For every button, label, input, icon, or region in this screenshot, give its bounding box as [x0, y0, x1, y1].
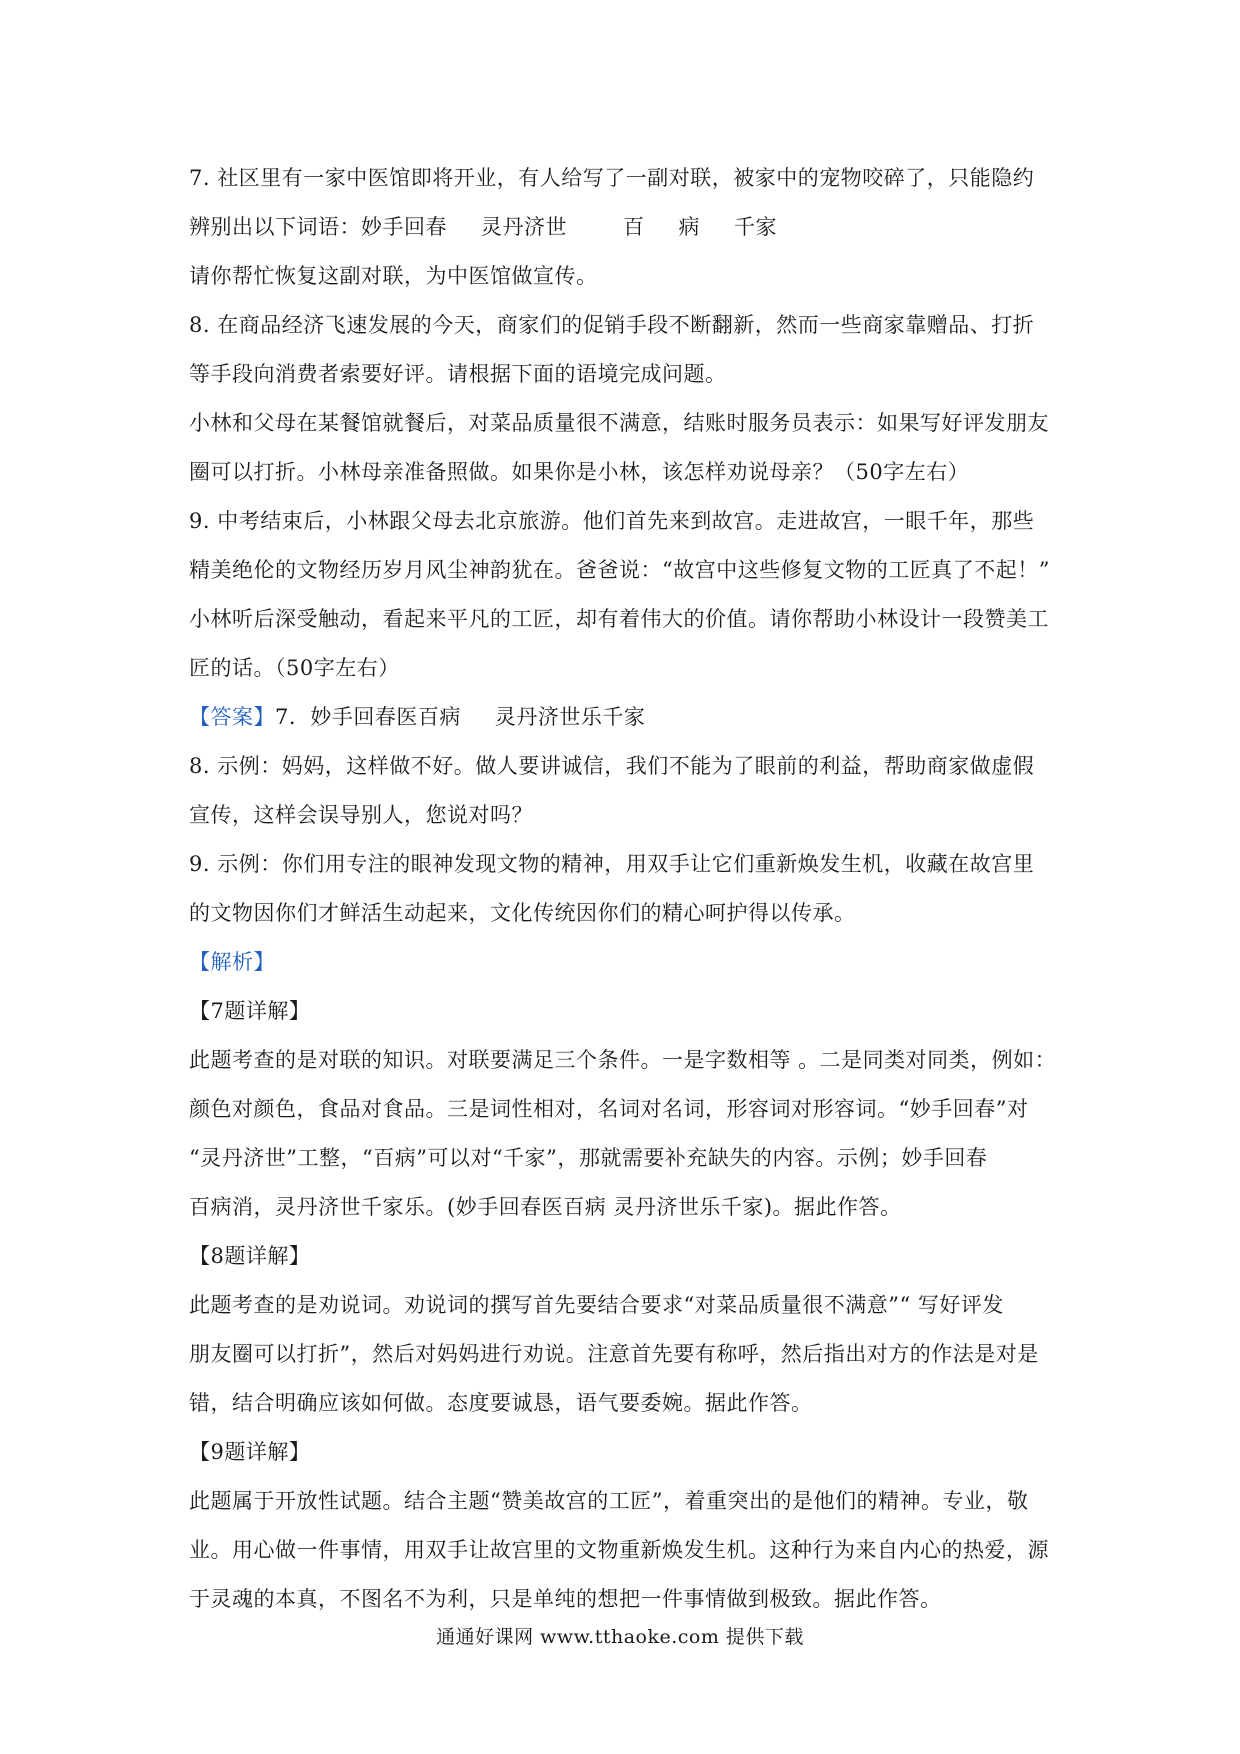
answer-8-line-2: 宣传，这样会误导别人，您说对吗？	[189, 803, 533, 827]
answer-7-number: 7.	[275, 705, 297, 729]
detail-8-line-1: 此题考查的是劝说词。劝说词的撰写首先要结合要求“对菜品质量很不满意”“ 写好评发	[189, 1293, 1004, 1317]
q7-word-1: 妙手回春	[361, 215, 447, 239]
detail-7-line-3: “灵丹济世”工整，“百病”可以对“千家”，那就需要补充缺失的内容。示例；妙手回春	[189, 1146, 988, 1170]
q9-line-1: 9. 中考结束后，小林跟父母去北京旅游。他们首先来到故宫。走进故宫，一眼千年，那些	[189, 509, 1035, 533]
detail-7-title: 【7题详解】	[189, 999, 311, 1023]
answer-7-couplet-first: 妙手回春医百病	[310, 705, 461, 729]
answer-tag: 【答案】	[189, 705, 275, 729]
q7-line-1: 7. 社区里有一家中医馆即将开业，有人给写了一副对联，被家中的宠物咬碎了，只能隐约	[189, 166, 1035, 190]
q9-line-4: 匠的话。（50字左右）	[189, 656, 400, 680]
answer-8-line-1: 8. 示例：妈妈，这样做不好。做人要讲诚信，我们不能为了眼前的利益，帮助商家做虚假	[189, 754, 1035, 778]
answer-9-line-1: 9. 示例：你们用专注的眼神发现文物的精神，用双手让它们重新焕发生机，收藏在故宫里	[189, 852, 1035, 876]
q7-line-3: 请你帮忙恢复这副对联，为中医馆做宣传。	[189, 264, 598, 288]
answer-7-couplet-second: 灵丹济世乐千家	[494, 705, 646, 729]
detail-7-line-2: 颜色对颜色，食品对食品。三是词性相对，名词对名词，形容词对形容词。“妙手回春”对	[189, 1097, 1029, 1121]
q8-line-3: 小林和父母在某餐馆就餐后，对菜品质量很不满意，结账时服务员表示：如果写好评发朋友	[189, 411, 1049, 435]
detail-9-title: 【9题详解】	[189, 1440, 311, 1464]
q9-line-2: 精美绝伦的文物经历岁月风尘神韵犹在。爸爸说：“故宫中这些修复文物的工匠真了不起！”	[189, 558, 1050, 582]
page-footer: 通通好课网 www.tthaoke.com 提供下载	[436, 1626, 804, 1648]
detail-8-line-2: 朋友圈可以打折”，然后对妈妈进行劝说。注意首先要有称呼，然后指出对方的作法是对是	[189, 1342, 1039, 1366]
detail-7-line-4: 百病消，灵丹济世千家乐。(妙手回春医百病 灵丹济世乐千家)。据此作答。	[189, 1195, 902, 1219]
detail-8-line-3: 错，结合明确应该如何做。态度要诚恳，语气要委婉。据此作答。	[189, 1391, 813, 1415]
q7-word-5: 千家	[734, 215, 777, 239]
detail-9-line-2: 业。用心做一件事情，用双手让故宫里的文物重新焕发生机。这种行为来自内心的热爱，源	[189, 1538, 1049, 1562]
q9-line-3: 小林听后深受触动，看起来平凡的工匠，却有着伟大的价值。请你帮助小林设计一段赞美工	[189, 607, 1049, 631]
q8-line-1: 8. 在商品经济飞速发展的今天，商家们的促销手段不断翻新，然而一些商家靠赠品、打折	[189, 313, 1035, 337]
document-body	[189, 154, 1059, 1624]
q7-word-4: 病	[678, 215, 700, 239]
q7-words-prefix: 辨别出以下词语：	[189, 215, 361, 239]
q7-line-2	[189, 203, 1059, 252]
answer-7-line	[189, 693, 1059, 742]
q8-line-4: 圈可以打折。小林母亲准备照做。如果你是小林，该怎样劝说母亲？（50字左右）	[189, 460, 970, 484]
detail-9-line-1: 此题属于开放性试题。结合主题“赞美故宫的工匠”，着重突出的是他们的精神。专业，敬	[189, 1489, 1029, 1513]
detail-8-title: 【8题详解】	[189, 1244, 311, 1268]
detail-7-line-1: 此题考查的是对联的知识。对联要满足三个条件。一是字数相等 。二是同类对同类，例如：	[189, 1048, 1057, 1072]
q7-word-3: 百	[623, 215, 645, 239]
q7-word-2: 灵丹济世	[481, 215, 567, 239]
answer-9-line-2: 的文物因你们才鲜活生动起来，文化传统因你们的精心呵护得以传承。	[189, 901, 856, 925]
q8-line-2: 等手段向消费者索要好评。请根据下面的语境完成问题。	[189, 362, 727, 386]
detail-9-line-3: 于灵魂的本真，不图名不为利，只是单纯的想把一件事情做到极致。据此作答。	[189, 1587, 942, 1611]
analysis-tag: 【解析】	[189, 950, 275, 974]
